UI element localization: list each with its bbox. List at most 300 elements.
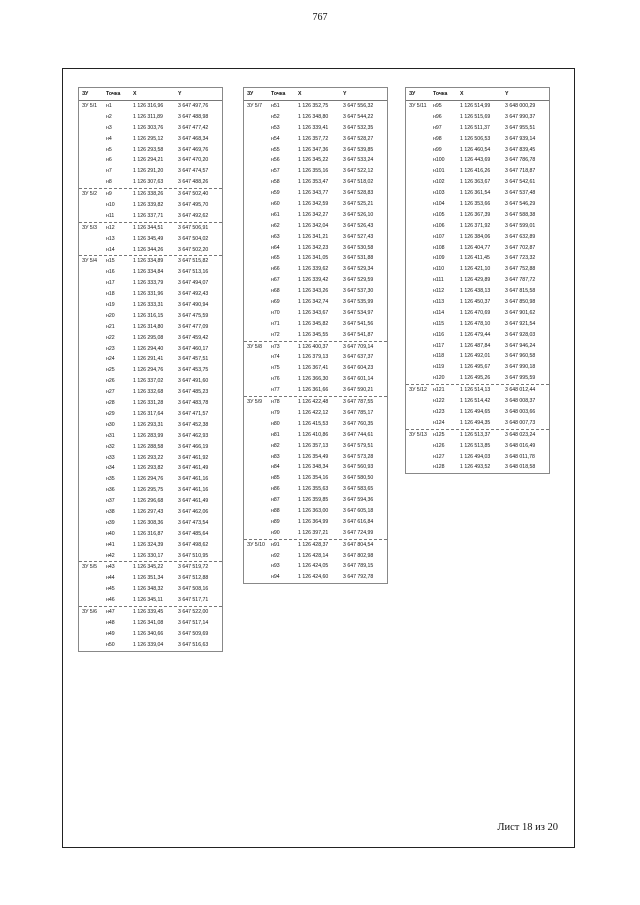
table-row (79, 200, 222, 211)
cell-zu (244, 145, 271, 156)
cell-pt: н103 (433, 190, 445, 197)
cell-x: 1 126 343,67 (298, 309, 329, 316)
cell-zu (244, 134, 271, 145)
cell-x: 1 126 314,80 (133, 323, 164, 330)
cell-pt: н94 (271, 574, 280, 581)
cell-y: 3 647 921,54 (505, 320, 536, 327)
cell-y: 3 647 461,16 (178, 476, 209, 483)
table-row (406, 177, 549, 188)
cell-x: 1 126 416,26 (460, 168, 491, 175)
cell-pt: н44 (106, 575, 115, 582)
cell-zu (79, 474, 106, 485)
cell-x: 1 126 363,67 (460, 179, 491, 186)
cell-y: 3 647 601,14 (343, 376, 374, 383)
cell-x: 1 126 397,21 (298, 529, 329, 536)
table-row (406, 253, 549, 264)
cell-pt: н25 (106, 367, 115, 374)
cell-zu (79, 365, 106, 376)
cell-pt: н116 (433, 331, 445, 338)
cell-x: 1 126 342,74 (298, 299, 329, 306)
cell-zu (406, 134, 433, 145)
table-row (79, 518, 222, 529)
table-row (244, 462, 387, 473)
cell-pt: н102 (433, 179, 445, 186)
cell-x: 1 126 422,48 (298, 399, 329, 406)
header-cell-y: Y (505, 91, 509, 97)
cell-pt: н92 (271, 552, 280, 559)
cell-zu (406, 441, 433, 452)
cell-y: 3 647 709,14 (343, 343, 374, 350)
cell-pt: н24 (106, 356, 115, 363)
cell-pt: н91 (271, 541, 280, 548)
cell-pt: н40 (106, 530, 115, 537)
cell-y: 3 647 804,54 (343, 541, 374, 548)
cell-y: 3 647 744,61 (343, 431, 374, 438)
cell-pt: н82 (271, 442, 280, 449)
cell-x: 1 126 429,89 (460, 277, 491, 284)
cell-pt: н97 (433, 124, 442, 131)
cell-x: 1 126 494,35 (460, 419, 491, 426)
cell-y: 3 647 637,37 (343, 354, 374, 361)
cell-y: 3 647 485,23 (178, 389, 209, 396)
cell-zu (79, 155, 106, 166)
cell-y: 3 647 477,09 (178, 323, 209, 330)
cell-zu (406, 462, 433, 473)
cell-x: 1 126 384,06 (460, 233, 491, 240)
cell-x: 1 126 353,47 (298, 179, 329, 186)
cell-x: 1 126 351,34 (133, 575, 164, 582)
table-row (406, 429, 549, 441)
table-row (244, 308, 387, 319)
table-row (244, 253, 387, 264)
cell-x: 1 126 311,89 (133, 113, 163, 120)
cell-pt: н16 (106, 269, 115, 276)
cell-zu (79, 584, 106, 595)
cell-y: 3 647 955,51 (505, 124, 536, 131)
cell-y: 3 647 531,88 (343, 255, 374, 262)
table-row (406, 341, 549, 352)
cell-x: 1 126 333,31 (133, 302, 164, 309)
cell-x: 1 126 353,66 (460, 201, 491, 208)
header-cell-x: X (133, 91, 137, 97)
cell-pt: н67 (271, 277, 280, 284)
cell-zu (244, 528, 271, 539)
cell-pt: н22 (106, 334, 115, 341)
cell-x: 1 126 367,41 (298, 365, 329, 372)
cell-pt: н127 (433, 453, 445, 460)
cell-x: 1 126 341,05 (298, 255, 329, 262)
cell-y: 3 647 544,22 (343, 113, 374, 120)
table-header (406, 88, 549, 101)
cell-pt: н31 (106, 432, 115, 439)
cell-x: 1 126 294,76 (133, 367, 164, 374)
cell-x: 1 126 400,37 (298, 343, 329, 350)
cell-y: 3 647 468,34 (178, 135, 209, 142)
table-row (406, 351, 549, 362)
cell-pt: н32 (106, 443, 115, 450)
cell-pt: н59 (271, 190, 280, 197)
cell-zu (406, 373, 433, 384)
cell-y: 3 647 457,51 (178, 356, 209, 363)
cell-zu (244, 363, 271, 374)
table-row (244, 408, 387, 419)
table-row (244, 506, 387, 517)
table-row (406, 418, 549, 429)
cell-zu (406, 319, 433, 330)
cell-pt: н15 (106, 258, 115, 265)
table-row (79, 134, 222, 145)
cell-x: 1 126 332,68 (133, 389, 164, 396)
table-row (79, 166, 222, 177)
table-row (244, 374, 387, 385)
cell-zu (244, 253, 271, 264)
cell-y: 3 647 494,07 (178, 280, 209, 287)
cell-zu (406, 145, 433, 156)
table-row (406, 362, 549, 373)
cell-zu (79, 573, 106, 584)
cell-zu (406, 188, 433, 199)
table-row (406, 232, 549, 243)
cell-x: 1 126 404,77 (460, 244, 491, 251)
cell-x: 1 126 337,71 (133, 212, 164, 219)
cell-y: 3 647 528,83 (343, 190, 374, 197)
table-row (406, 319, 549, 330)
table-row (79, 463, 222, 474)
cell-x: 1 126 410,86 (298, 431, 329, 438)
cell-pt: н113 (433, 299, 445, 306)
cell-pt: н45 (106, 586, 115, 593)
cell-zu (79, 551, 106, 562)
cell-zu (79, 496, 106, 507)
cell-y: 3 647 461,16 (178, 487, 209, 494)
cell-zu (406, 308, 433, 319)
cell-x: 1 126 343,26 (298, 288, 329, 295)
cell-pt: н123 (433, 408, 445, 415)
cell-y: 3 647 492,43 (178, 291, 209, 298)
cell-zu (406, 199, 433, 210)
cell-y: 3 647 588,38 (505, 211, 536, 218)
table-row (244, 123, 387, 134)
cell-x: 1 126 324,39 (133, 541, 164, 548)
cell-pt: н100 (433, 157, 445, 164)
cell-pt: н65 (271, 255, 280, 262)
cell-y: 3 647 789,15 (343, 563, 374, 570)
header-cell-y: Y (343, 91, 347, 97)
cell-zu (79, 333, 106, 344)
table-row (244, 473, 387, 484)
table-row (79, 595, 222, 606)
cell-pt: н90 (271, 529, 280, 536)
cell-x: 1 126 357,13 (298, 442, 329, 449)
header-cell-zu: ЗУ (82, 91, 89, 97)
cell-pt: н9 (106, 191, 112, 198)
cell-y: 3 647 580,50 (343, 475, 374, 482)
table-row (406, 210, 549, 221)
table-row (244, 430, 387, 441)
table-row (244, 495, 387, 506)
table-row (406, 373, 549, 384)
cell-zu (244, 408, 271, 419)
cell-zu (79, 518, 106, 529)
cell-x: 1 126 291,20 (133, 168, 164, 175)
cell-pt: н119 (433, 364, 445, 371)
table-row (406, 441, 549, 452)
table-row (406, 243, 549, 254)
cell-zu (79, 344, 106, 355)
cell-zu (406, 297, 433, 308)
cell-pt: н99 (433, 146, 442, 153)
cell-x: 1 126 339,82 (133, 202, 164, 209)
table-row (79, 234, 222, 245)
cell-pt: н7 (106, 168, 112, 175)
cell-zu (244, 352, 271, 363)
header-cell-pt: Точка (271, 91, 286, 97)
cell-y: 3 647 960,58 (505, 353, 536, 360)
cell-y: 3 647 990,18 (505, 364, 536, 371)
cell-pt: н53 (271, 124, 280, 131)
cell-pt: н83 (271, 453, 280, 460)
cell-x: 1 126 291,41 (133, 356, 164, 363)
table-header (244, 88, 387, 101)
cell-pt: н12 (106, 224, 115, 231)
cell-x: 1 126 470,69 (460, 309, 491, 316)
table-row (79, 640, 222, 651)
cell-zu (406, 232, 433, 243)
table-row (244, 385, 387, 396)
cell-y: 3 647 995,59 (505, 375, 536, 382)
cell-zu (244, 517, 271, 528)
cell-zu (79, 145, 106, 156)
cell-y: 3 647 488,98 (178, 113, 209, 120)
cell-y: 3 647 928,03 (505, 331, 536, 338)
cell-zu (406, 452, 433, 463)
cell-x: 1 126 515,69 (460, 113, 491, 120)
cell-x: 1 126 283,99 (133, 432, 164, 439)
cell-y: 3 647 537,48 (505, 190, 536, 197)
cell-x: 1 126 343,77 (298, 190, 329, 197)
cell-pt: н88 (271, 507, 280, 514)
cell-pt: н61 (271, 211, 280, 218)
table-row (79, 278, 222, 289)
cell-x: 1 126 296,68 (133, 498, 164, 505)
table-row (79, 354, 222, 365)
cell-zu (244, 210, 271, 221)
cell-x: 1 126 460,54 (460, 146, 491, 153)
table-row (406, 275, 549, 286)
table-row (406, 155, 549, 166)
cell-x: 1 126 308,36 (133, 519, 164, 526)
table-row (79, 311, 222, 322)
table-row (406, 452, 549, 463)
cell-y: 3 647 590,21 (343, 387, 374, 394)
page-number: 767 (312, 12, 328, 23)
cell-x: 1 126 293,22 (133, 454, 164, 461)
cell-zu (79, 354, 106, 365)
table-row (79, 453, 222, 464)
table-row (406, 145, 549, 156)
cell-zu (79, 134, 106, 145)
cell-y: 3 647 474,57 (178, 168, 209, 175)
table-row (79, 398, 222, 409)
cell-y: 3 647 556,32 (343, 103, 374, 109)
table-row (79, 529, 222, 540)
cell-x: 1 126 348,80 (298, 113, 329, 120)
cell-y: 3 647 939,14 (505, 135, 536, 142)
cell-x: 1 126 339,62 (298, 266, 329, 273)
cell-zu (79, 211, 106, 222)
table-row (79, 629, 222, 640)
table-row (406, 166, 549, 177)
cell-zu (79, 177, 106, 188)
cell-y: 3 647 452,38 (178, 421, 209, 428)
cell-x: 1 126 361,54 (460, 190, 491, 197)
table-row (406, 396, 549, 407)
cell-zu (79, 595, 106, 606)
cell-zu: ЗУ 5/4 (82, 258, 98, 265)
cell-x: 1 126 339,04 (133, 641, 164, 648)
cell-pt: н8 (106, 179, 112, 186)
cell-y: 3 647 495,70 (178, 202, 209, 209)
cell-y: 3 647 513,16 (178, 269, 209, 276)
cell-x: 1 126 317,64 (133, 410, 164, 417)
table-row (244, 101, 387, 112)
cell-pt: н54 (271, 135, 280, 142)
cell-x: 1 126 345,49 (133, 235, 164, 242)
cell-pt: н63 (271, 233, 280, 240)
cell-x: 1 126 438,13 (460, 288, 491, 295)
cell-zu (244, 385, 271, 396)
cell-pt: н55 (271, 146, 280, 153)
cell-pt: н71 (271, 320, 280, 327)
cell-x: 1 126 361,66 (298, 387, 329, 394)
cell-x: 1 126 303,76 (133, 124, 164, 131)
table-row (79, 365, 222, 376)
cell-x: 1 126 514,99 (460, 103, 491, 109)
cell-pt: н75 (271, 365, 280, 372)
cell-x: 1 126 339,41 (298, 124, 329, 131)
cell-y: 3 647 510,95 (178, 552, 209, 559)
cell-x: 1 126 493,52 (460, 464, 491, 471)
cell-y: 3 648 011,78 (505, 453, 535, 460)
cell-pt: н81 (271, 431, 280, 438)
cell-y: 3 647 470,20 (178, 157, 209, 164)
table-row (406, 384, 549, 396)
cell-x: 1 126 357,72 (298, 135, 329, 142)
cell-y: 3 647 815,58 (505, 288, 536, 295)
cell-zu (79, 431, 106, 442)
cell-y: 3 647 462,93 (178, 432, 209, 439)
cell-pt: н66 (271, 266, 280, 273)
cell-y: 3 647 752,88 (505, 266, 536, 273)
cell-pt: н73 (271, 343, 280, 350)
cell-x: 1 126 294,76 (133, 476, 164, 483)
table-row (244, 441, 387, 452)
cell-x: 1 126 492,01 (460, 353, 491, 360)
coordinates-table-2 (243, 87, 388, 584)
cell-x: 1 126 331,28 (133, 400, 164, 407)
table-row (406, 188, 549, 199)
document-frame (62, 68, 575, 848)
cell-y: 3 647 461,49 (178, 465, 209, 472)
cell-y: 3 647 528,27 (343, 135, 374, 142)
cell-zu: ЗУ 5/13 (409, 431, 427, 438)
cell-y: 3 648 008,37 (505, 398, 536, 405)
cell-x: 1 126 342,04 (298, 222, 329, 229)
table-row (244, 517, 387, 528)
table-row (244, 286, 387, 297)
header-cell-x: X (460, 91, 464, 97)
cell-y: 3 647 506,91 (178, 224, 209, 231)
cell-pt: н23 (106, 345, 115, 352)
cell-y: 3 648 023,24 (505, 431, 536, 438)
cell-pt: н72 (271, 331, 280, 338)
cell-zu: ЗУ 5/2 (82, 191, 98, 198)
cell-zu (244, 419, 271, 430)
cell-pt: н118 (433, 353, 445, 360)
cell-y: 3 648 016,49 (505, 442, 536, 449)
table-row (244, 528, 387, 539)
table-row (79, 376, 222, 387)
cell-zu (244, 297, 271, 308)
table-row (79, 245, 222, 256)
table-row (79, 387, 222, 398)
cell-pt: н78 (271, 399, 280, 406)
cell-pt: н17 (106, 280, 115, 287)
cell-pt: н105 (433, 211, 445, 218)
cell-y: 3 647 534,97 (343, 309, 374, 316)
cell-zu (244, 473, 271, 484)
table-row (244, 221, 387, 232)
cell-y: 3 648 018,58 (505, 464, 536, 471)
cell-pt: н110 (433, 266, 445, 273)
cell-zu (79, 442, 106, 453)
cell-x: 1 126 514,13 (460, 387, 491, 394)
header-cell-x: X (298, 91, 302, 97)
cell-pt: н93 (271, 563, 280, 570)
table-row (79, 123, 222, 134)
table-row (244, 134, 387, 145)
cell-zu (79, 289, 106, 300)
table-row (406, 199, 549, 210)
cell-y: 3 647 718,87 (505, 168, 536, 175)
cell-pt: н109 (433, 255, 445, 262)
cell-pt: н86 (271, 486, 280, 493)
cell-zu (79, 409, 106, 420)
cell-y: 3 647 787,72 (505, 277, 536, 284)
cell-zu (79, 112, 106, 123)
cell-x: 1 126 443,69 (460, 157, 491, 164)
cell-x: 1 126 348,32 (133, 586, 164, 593)
cell-x: 1 126 344,51 (133, 224, 164, 231)
cell-zu (406, 210, 433, 221)
table-row (244, 330, 387, 341)
cell-x: 1 126 345,22 (133, 564, 164, 571)
table-row (79, 267, 222, 278)
cell-x: 1 126 333,79 (133, 280, 164, 287)
cell-y: 3 647 901,62 (505, 309, 536, 316)
cell-zu (79, 398, 106, 409)
cell-zu (79, 234, 106, 245)
table-row (244, 363, 387, 374)
cell-x: 1 126 513,37 (460, 431, 491, 438)
cell-pt: н41 (106, 541, 115, 548)
cell-pt: н3 (106, 124, 112, 131)
cell-y: 3 647 605,18 (343, 507, 374, 514)
cell-x: 1 126 479,44 (460, 331, 491, 338)
cell-y: 3 647 541,56 (343, 320, 374, 327)
cell-y: 3 647 537,30 (343, 288, 374, 295)
cell-x: 1 126 411,45 (460, 255, 490, 262)
